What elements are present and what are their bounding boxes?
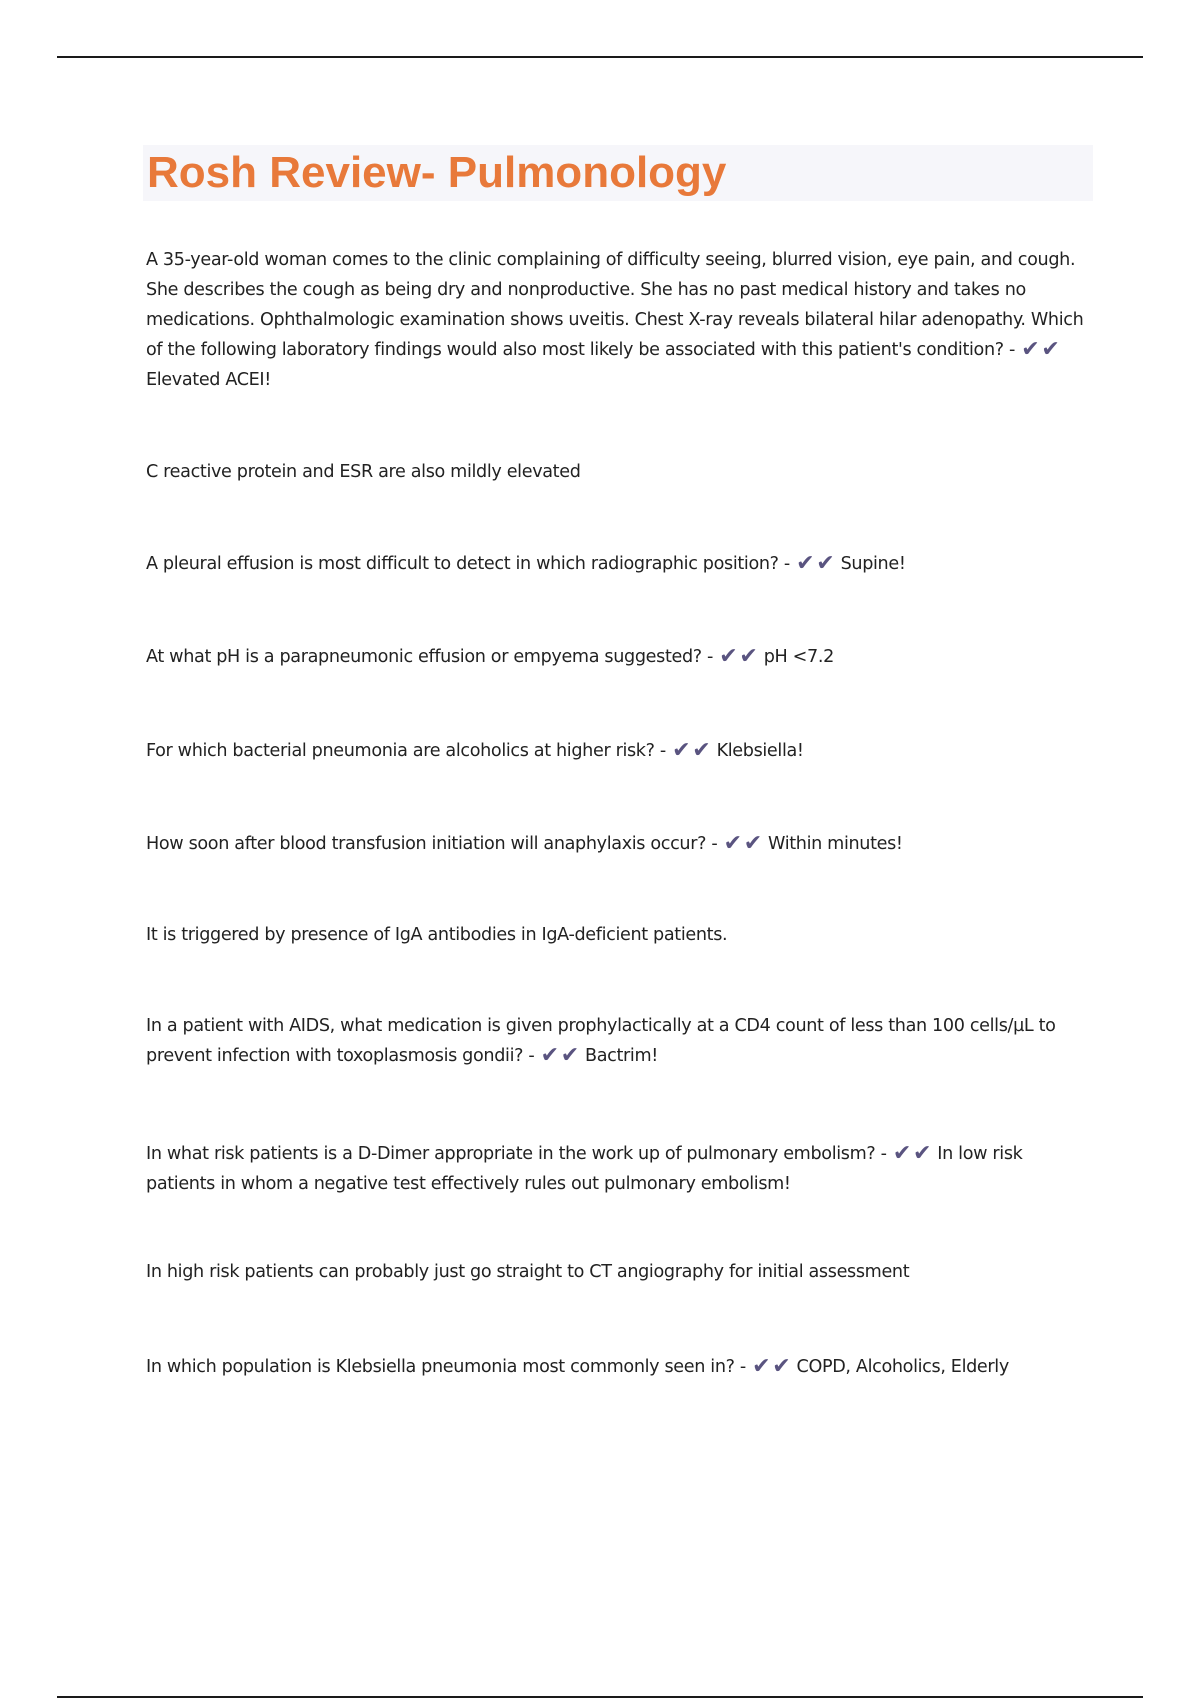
answer-text: Supine! bbox=[840, 554, 906, 574]
check-icon: ✔ bbox=[719, 644, 738, 669]
note-text: C reactive protein and ESR are also mildly elevated bbox=[146, 462, 581, 482]
note-item bbox=[146, 1257, 1096, 1287]
question-text: How soon after blood transfusion initiation will anaphylaxis occur? bbox=[146, 834, 707, 854]
qa-item bbox=[146, 1139, 1096, 1199]
check-icon: ✔ bbox=[692, 738, 711, 763]
check-icon: ✔ bbox=[743, 831, 762, 856]
qa-item bbox=[146, 1011, 1096, 1071]
separator: - bbox=[778, 554, 796, 574]
check-icon: ✔ bbox=[1041, 337, 1060, 362]
separator: - bbox=[734, 1357, 752, 1377]
question-text: A pleural effusion is most difficult to detect in which radiographic position? bbox=[146, 554, 779, 574]
check-icon: ✔ bbox=[739, 644, 758, 669]
check-icon: ✔ bbox=[1021, 337, 1040, 362]
note-item bbox=[146, 457, 1096, 487]
check-icon: ✔ bbox=[540, 1043, 559, 1068]
qa-item bbox=[146, 642, 1096, 672]
note-item bbox=[146, 920, 1096, 950]
question-text: For which bacterial pneumonia are alcoholics at higher risk? bbox=[146, 741, 655, 761]
check-icon: ✔ bbox=[723, 831, 742, 856]
check-icon: ✔ bbox=[796, 551, 815, 576]
check-icon: ✔ bbox=[772, 1354, 791, 1379]
answer-text: COPD, Alcoholics, Elderly bbox=[796, 1357, 1009, 1377]
question-text: In which population is Klebsiella pneumonia most commonly seen in? bbox=[146, 1357, 735, 1377]
check-icon: ✔ bbox=[892, 1141, 911, 1166]
check-icon: ✔ bbox=[816, 551, 835, 576]
qa-item bbox=[146, 549, 1096, 579]
separator: - bbox=[523, 1046, 540, 1066]
bottom-rule bbox=[57, 1696, 1143, 1698]
separator: - bbox=[654, 741, 672, 761]
check-icon: ✔ bbox=[672, 738, 691, 763]
check-icon: ✔ bbox=[560, 1043, 579, 1068]
top-rule bbox=[57, 56, 1143, 58]
question-text: At what pH is a parapneumonic effusion or empyema suggested? bbox=[146, 647, 702, 667]
qa-item bbox=[146, 245, 1096, 395]
qa-item bbox=[146, 829, 1096, 859]
answer-text: Within minutes! bbox=[768, 834, 903, 854]
question-text: In what risk patients is a D-Dimer appropriate in the work up of pulmonary embolism? bbox=[146, 1144, 876, 1164]
question-text: A 35-year-old woman comes to the clinic complaining of difficulty seeing, blurred vision, eye pain, and cough. She describes the cough as being dry and nonproductive. She has no past medical history and takes no medications. Ophthalmologic examination shows uveitis. Chest X-ray reveals bilateral hilar adenopathy. Which of the following laboratory findings would also most likely be associated with this patient's condition? bbox=[146, 250, 1084, 360]
check-icon: ✔ bbox=[912, 1141, 932, 1166]
question-text: In a patient with AIDS, what medication is given prophylactically at a CD4 count of less than 100 cells/µL to prevent infection with toxoplasmosis gondii? bbox=[146, 1016, 1056, 1066]
separator: - bbox=[706, 834, 723, 854]
check-icon: ✔ bbox=[752, 1354, 771, 1379]
answer-text: pH <7.2 bbox=[763, 647, 834, 667]
answer-text: Elevated ACEI! bbox=[146, 370, 271, 390]
separator: - bbox=[875, 1144, 892, 1164]
answer-text: In low risk patients in whom a negative test effectively rules out pulmonary embolism! bbox=[146, 1144, 1023, 1194]
note-text: In high risk patients can probably just go straight to CT angiography for initial assessment bbox=[146, 1262, 910, 1282]
qa-item bbox=[146, 736, 1096, 766]
separator: - bbox=[701, 647, 719, 667]
answer-text: Klebsiella! bbox=[716, 741, 804, 761]
qa-item bbox=[146, 1352, 1096, 1382]
page-title: Rosh Review- Pulmonology bbox=[147, 148, 727, 197]
separator: - bbox=[1003, 340, 1021, 360]
answer-text: Bactrim! bbox=[585, 1046, 658, 1066]
note-text: It is triggered by presence of IgA antibodies in IgA-deficient patients. bbox=[146, 925, 728, 945]
